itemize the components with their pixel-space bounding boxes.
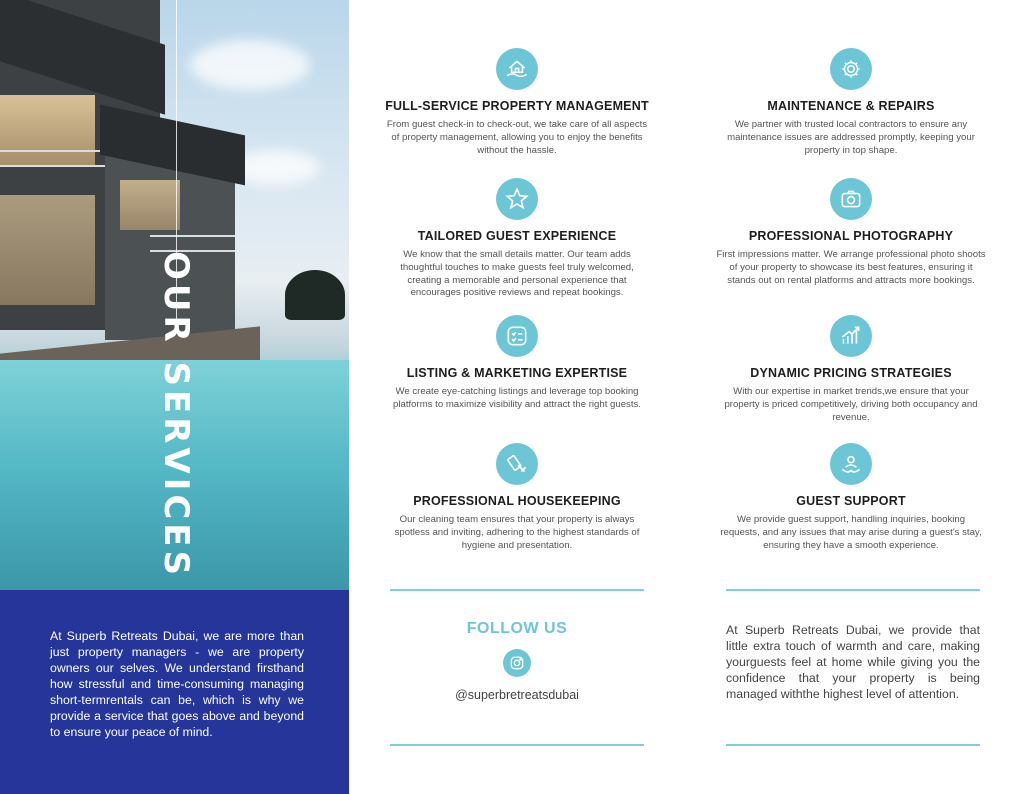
- divider: [726, 589, 980, 591]
- service-listing-marketing: [382, 315, 652, 412]
- service-description: We partner with trusted local contractors to ensure any maintenance issues are addressed promptly, keeping your property in top shape.: [727, 119, 975, 156]
- divider: [390, 589, 644, 591]
- service-description: From guest check-in to check-out, we take care of all aspects of property management, allowing you to enjoy the benefits without the hassle.: [386, 119, 648, 156]
- divider: [390, 744, 644, 746]
- service-description: We know that the small details matter. Our team adds thoughtful touches to make guests feel truly welcomed, creating a memorable and personal experience that encourages positive reviews and repeat bookings.: [400, 249, 634, 299]
- service-guest-support: [716, 443, 986, 552]
- instagram-handle-link[interactable]: @superbretreatsdubai: [455, 688, 579, 702]
- our-services-vertical-title: OUR SERVICES: [156, 250, 196, 580]
- divider: [726, 744, 980, 746]
- service-title: PROFESSIONAL HOUSEKEEPING: [413, 494, 621, 508]
- service-maintenance: [716, 48, 986, 157]
- service-description: Our cleaning team ensures that your property is always spotless and inviting, adhering to the highest standards of hygiene and presentation.: [394, 514, 640, 551]
- cleaning-icon: [496, 443, 538, 485]
- service-title: LISTING & MARKETING EXPERTISE: [406, 366, 628, 380]
- service-title: FULL-SERVICE PROPERTY MANAGEMENT: [385, 99, 649, 113]
- support-person-icon: [830, 443, 872, 485]
- follow-us-title: FOLLOW US: [466, 620, 568, 637]
- checklist-icon: [496, 315, 538, 357]
- service-full-service: [382, 48, 652, 157]
- service-title: TAILORED GUEST EXPERIENCE: [417, 229, 617, 243]
- closing-text: At Superb Retreats Dubai, we provide that little extra touch of warmth and care, making yourguests feel at home while giving you the confidence that your property is being managed withthe highest level of attention.: [726, 623, 980, 701]
- growth-chart-icon: [830, 315, 872, 357]
- intro-panel: [0, 590, 349, 794]
- service-pricing: [716, 315, 986, 424]
- service-guest-experience: [382, 178, 652, 300]
- service-title: PROFESSIONAL PHOTOGRAPHY: [748, 229, 954, 243]
- gear-tools-icon: [830, 48, 872, 90]
- service-photography: [716, 178, 986, 287]
- villa-pool-photo: [0, 0, 349, 590]
- service-title: MAINTENANCE & REPAIRS: [767, 99, 935, 113]
- service-description: We provide guest support, handling inquiries, booking requests, and any issues that may arise during a guest's stay, ensuring they have a smooth experience.: [720, 514, 982, 551]
- service-description: With our expertise in market trends,we ensure that your property is priced competitively, driving both occupancy and revenue.: [724, 386, 978, 423]
- intro-text: At Superb Retreats Dubai, we are more than just property managers - we are property owners our selves. We understand firsthand how stressful and time-consuming managing short-termrentals can be, which is why we provide a service that goes above and beyond to ensure your peace of mind.: [50, 629, 304, 739]
- house-hand-icon: [496, 48, 538, 90]
- service-description: First impressions matter. We arrange professional photo shoots of your property to showcase its best features, ensuring it stands out on rental platforms and attracts more bookings.: [716, 249, 986, 286]
- star-icon: [496, 178, 538, 220]
- instagram-icon[interactable]: [503, 649, 531, 677]
- service-housekeeping: [382, 443, 652, 552]
- camera-icon: [830, 178, 872, 220]
- service-title: DYNAMIC PRICING STRATEGIES: [750, 366, 952, 380]
- service-description: We create eye-catching listings and leverage top booking platforms to maximize visibility and attract the right guests.: [393, 386, 641, 410]
- service-title: GUEST SUPPORT: [796, 494, 906, 508]
